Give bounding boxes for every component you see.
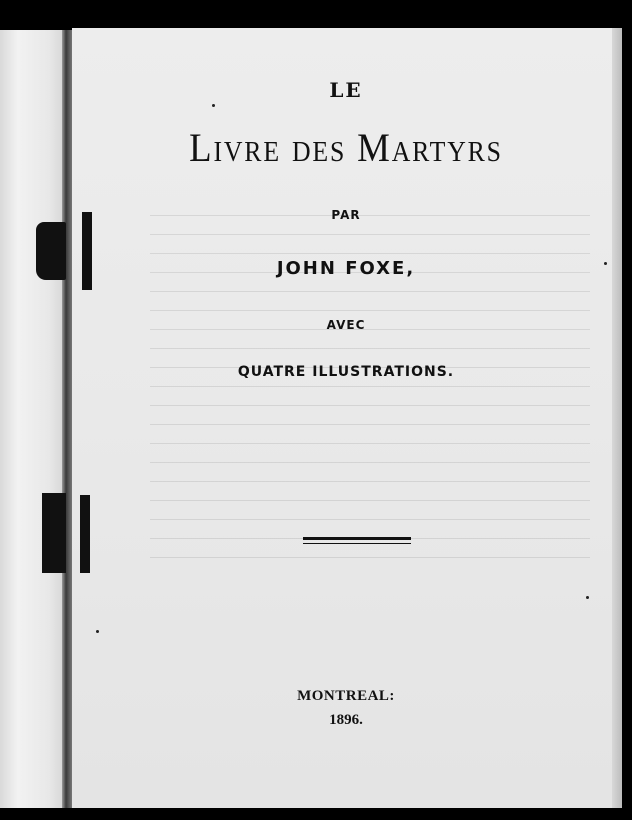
publication-year: 1896. — [329, 712, 363, 728]
publication-place: MONTREAL: — [297, 688, 395, 704]
title-article: LE — [329, 78, 363, 102]
binding-stitch-mark — [36, 222, 66, 280]
ornamental-rule-thin — [303, 543, 411, 544]
book-title: Livre des Martyrs — [189, 125, 503, 170]
book-spine — [0, 30, 70, 808]
paper-speck — [212, 104, 215, 107]
paper-speck — [604, 262, 607, 265]
illustrations-note: QUATRE ILLUSTRATIONS. — [237, 364, 455, 380]
by-label: PAR — [331, 208, 361, 222]
paper-speck — [586, 596, 589, 599]
paper-speck — [96, 630, 99, 633]
ornamental-rule-thick — [303, 537, 411, 540]
binding-stitch-mark — [80, 495, 90, 573]
author-name: JOHN FOXE, — [276, 258, 416, 279]
with-label: AVEC — [326, 318, 366, 332]
binding-stitch-mark — [42, 493, 66, 573]
spine-edge-shadow — [62, 30, 72, 808]
